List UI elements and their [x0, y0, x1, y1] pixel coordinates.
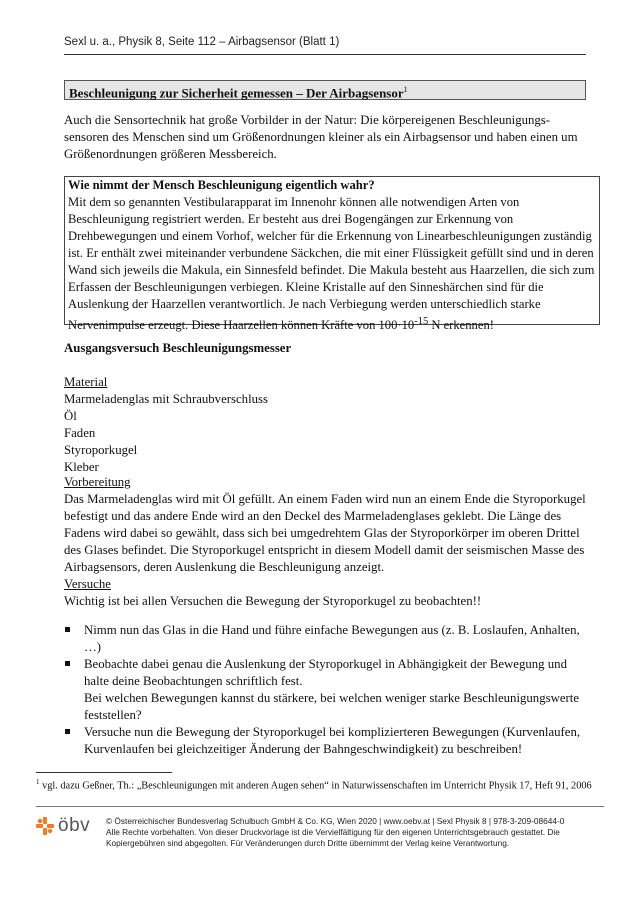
list-item — [64, 622, 594, 656]
copyright-text — [106, 816, 606, 849]
copyright-line-1: © Österreichischer Bundesverlag Schulbuch GmbH & Co. KG, Wien 2020 | www.oebv.at | Sexl Physik 8 | 978-3-209-08644-0 — [106, 816, 565, 826]
material-heading: Material — [64, 375, 108, 389]
page-header: Sexl u. a., Physik 8, Seite 112 – Airbagsensor (Blatt 1) — [64, 36, 586, 55]
spacer — [64, 357, 604, 374]
material-item: Faden — [64, 426, 96, 440]
info-box-text-end: N erkennen! — [428, 318, 494, 333]
section-title: Beschleunigung zur Sicherheit gemessen – Der Airbagsensor — [69, 85, 404, 101]
tests-heading: Versuche — [64, 577, 111, 591]
bullet-square-icon — [65, 627, 70, 632]
tests-section — [64, 576, 594, 758]
footnote-reference: 1 — [403, 85, 408, 94]
bullet-square-icon — [65, 729, 70, 734]
spacer — [64, 610, 594, 622]
material-item: Öl — [64, 409, 77, 423]
footer-divider — [36, 806, 604, 807]
footnote — [36, 776, 596, 792]
list-item — [64, 656, 594, 724]
material-item: Marmeladenglas mit Schraubverschluss — [64, 392, 268, 406]
material-item: Kleber — [64, 460, 99, 474]
info-box-exponent: -15 — [414, 316, 429, 327]
list-item-text: Versuche nun die Bewegung der Styroporkugel bei komplizierteren Bewegungen (Kurvenlaufen, Kurvenlaufen bei gleichzeitiger Änderung der Bahngeschwindigkeit) zu beschreiben! — [84, 725, 581, 756]
preparation-section — [64, 474, 594, 576]
list-item-text: Bei welchen Bewegungen kannst du stärkere, bei welchen weniger starke Beschleunigungswerte feststellen? — [84, 691, 579, 722]
tests-list — [64, 622, 594, 758]
publisher-logo — [36, 815, 106, 837]
info-box-question: Wie nimmt der Mensch Beschleunigung eigentlich wahr? — [68, 178, 375, 192]
info-box — [64, 176, 600, 333]
bullet-square-icon — [65, 661, 70, 666]
logo-text: öbv — [58, 815, 91, 836]
list-item-text: Nimm nun das Glas in die Hand und führe einfache Bewegungen aus (z. B. Loslaufen, Anhalten, …) — [84, 623, 580, 654]
preparation-heading: Vorbereitung — [64, 475, 131, 489]
tests-intro: Wichtig ist bei allen Versuchen die Bewegung der Styroporkugel zu beobachten!! — [64, 594, 482, 608]
list-item-text: Beobachte dabei genau die Auslenkung der Styroporkugel in Abhängigkeit der Bewegung und halte deine Beobachtungen schriftlich fest. — [84, 657, 567, 688]
preparation-text: Das Marmeladenglas wird mit Öl gefüllt. An einem Faden wird nun an einem Ende die Styroporkugel befestigt und das andere Ende wird an den Deckel des Marmeladenglases geklebt. Die Länge des Fadens wird dabei so gewählt, dass sich bei umgedrehtem Glas der Styroporkörper im oberen Drittel des Glases befindet. Die Styroporkugel entspricht in diesem Modell damit der seismischen Masse des Airbagsensors, deren Auslenkung die Beschleunigung anzeigt. — [64, 492, 586, 574]
info-box-text: Mit dem so genannten Vestibularapparat im Innenohr können alle notwendigen Arten von Beschleunigung registriert werden. Er besteht aus drei Bogengängen zur Erkennung von Drehbewegungen und einem Vorhof, welcher für die Erkennung von Linearbeschleunigungen zuständig ist. Er enthält zwei miteinander verbundene Säckchen, die mit einer Flüssigkeit gefüllt sind und in deren Wand sich jeweils die Makula, ein Sinnesfeld befindet. Die Makula besteht aus Haarzellen, die sich zum Erfassen der Beschleunigungen verbiegen. Kleine Kristalle auf den Sinneshärchen sind für die Auslenkung der Haarzellen verantwortlich. Je nach Verbiegung werden unterschiedlich starke Nervenimpulse erzeugt. Diese Haarzellen können Kräfte von 100·10 — [68, 195, 595, 333]
experiment-title: Ausgangsversuch Beschleunigungsmesser — [64, 341, 292, 355]
intro-paragraph: Auch die Sensortechnik hat große Vorbilder in der Natur: Die körpereigenen Beschleunigungs-sensoren des Menschen sind um Größenordnungen kleiner als ein Airbagsensor und haben einen um Größenordnungen größeren Messbereich. — [64, 113, 578, 161]
experiment-section — [64, 340, 604, 476]
copyright-line-2: Alle Rechte vorbehalten. Von dieser Druckvorlage ist die Vervielfältigung für den eigenen Unterrichtsgebrauch gestattet. Die Kopiergebühren sind abgegolten. Für Veränderungen durch Dritte übernimmt der Verlag keine Verantwortung. — [106, 827, 560, 848]
material-item: Styroporkugel — [64, 443, 138, 457]
list-item — [64, 724, 594, 758]
footnote-text: vgl. dazu Geßner, Th.: „Beschleunigungen mit anderen Augen sehen“ in Naturwissenschaften im Unterricht Physik 17, Heft 91, 2006 — [39, 780, 592, 792]
star-logo-icon — [36, 817, 54, 835]
info-box-body — [68, 194, 596, 334]
footnote-divider — [36, 772, 172, 773]
section-title-box — [64, 80, 586, 100]
footnote-marker: 1 — [36, 778, 40, 786]
